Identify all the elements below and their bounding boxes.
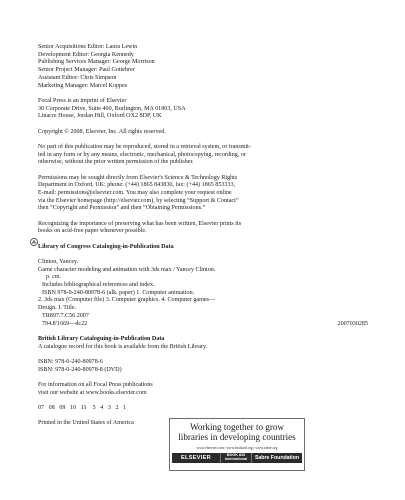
badge-line-2: libraries in developing countries: [178, 432, 296, 442]
credit-line: Senior Acquisitions Editor: Laura Lewin: [38, 44, 138, 50]
recycle-icon: [30, 238, 38, 246]
acid-free-line: Recognizing the importance of preserving what has been written, Elsevier prints its: [38, 220, 242, 227]
sabre-logo: Sabre Foundation: [254, 455, 300, 461]
cip-line: Clinton, Yancey.: [38, 258, 79, 265]
printed-in: Printed in the United States of America: [38, 420, 134, 427]
rights-line: ted in any form or by any means, electronic, mechanical, photocopying, recording, or: [38, 151, 246, 158]
credits-block: [38, 44, 378, 90]
cip-line: ISBN 978-0-240-80978-6 (alk. paper) 1. Computer animation.: [42, 289, 195, 296]
badge-line-1: Working together to grow: [190, 422, 284, 432]
bookaid-line-1: BOOK AID: [226, 453, 246, 458]
imprint-line: Linacre House, Jordan Hill, Oxford OX2 8DP, UK: [38, 113, 162, 120]
credit-line: Senior Project Manager: Paul Gottehrer: [38, 67, 135, 74]
isbn-block: [38, 359, 378, 374]
printing-line: 07 08 09 10 11 5 4 3 2 1: [38, 404, 127, 411]
permissions-line: E-mail: permissions@elsevier.com. You may also complete your request online: [38, 189, 232, 196]
acid-free-notice: [38, 221, 378, 236]
credit-line: Development Editor: Georgia Kennedy: [38, 51, 134, 58]
cip-line: Design. I. Title.: [38, 305, 77, 312]
elsevier-logo: ELSEVIER: [180, 455, 212, 461]
isbn-line: ISBN: 978-0-240-80978-8 (DVD): [38, 366, 122, 373]
info-block: [38, 382, 378, 397]
permissions-line: via the Elsevier homepage (http://elsevier.com), by selecting “Support & Contact”: [38, 197, 239, 204]
cip-line: TR897.7.C56 2007: [42, 312, 89, 319]
cip-line: 2. 3ds max (Computer file) 3. Computer graphics. 4. Computer games—: [38, 297, 216, 304]
copyright-notice: Copyright © 2008, Elsevier, Inc. All rights reserved.: [38, 128, 166, 135]
partnership-badge: [169, 418, 305, 471]
loc-cip-record: [38, 259, 378, 328]
bookaid-logo: [220, 453, 252, 463]
bl-text: A catalogue record for this book is available from the British Library.: [38, 343, 208, 350]
badge-urls: www.elsevier.com | www.bookaid.org | www.sabre.org: [196, 446, 278, 450]
cip-line: 794.8′1669—dc22: [42, 320, 88, 327]
permissions-line: then “Copyright and Permission” and then “Obtaining Permissions.”: [38, 205, 206, 212]
info-line: For information on all Focal Press publications: [38, 381, 153, 388]
loc-heading: Library of Congress Cataloging-in-Publication Data: [38, 243, 174, 250]
permissions-line: Department in Oxford, UK: phone: (+44) 1865 843830, fax: (+44) 1865 853333,: [38, 182, 236, 189]
imprint-line: 30 Corporate Drive, Suite 400, Burlington, MA 01803, USA: [38, 105, 186, 112]
imprint-line: Focal Press is an imprint of Elsevier: [38, 97, 127, 104]
rights-paragraph: [38, 144, 378, 167]
info-line: visit our website at www.books.elsevier.com: [38, 389, 147, 396]
cip-line: p. cm.: [46, 274, 62, 281]
credit-line: Marketing Manager: Marcel Koppes: [38, 82, 128, 89]
imprint-block: [38, 98, 378, 121]
acid-free-line: books on acid-free paper whenever possible.: [38, 228, 147, 235]
badge-logo-bar: [172, 453, 302, 463]
cip-line: Includes bibliographical references and index.: [42, 282, 155, 289]
isbn-line: ISBN: 978-0-240-80978-6: [38, 358, 103, 365]
rights-line: otherwise, without the prior written permission of the publisher.: [38, 159, 194, 166]
credit-line: Publishing Services Manager: George Morrison: [38, 59, 155, 66]
cip-line: Game character modeling and animation with 3ds max / Yancey Clinton.: [38, 266, 216, 273]
bl-heading: British Library Cataloguing-in-Publication Data: [38, 335, 165, 342]
permissions-paragraph: [38, 175, 378, 214]
credit-line: Assistant Editor: Chris Simpson: [38, 74, 117, 81]
rights-line: No part of this publication may be reproduced, stored in a retrieval system, or transmit-: [38, 143, 251, 150]
copyright-page: [38, 44, 378, 428]
lccn-number: 2007030285: [337, 320, 368, 327]
bookaid-line-2: International: [224, 457, 248, 461]
permissions-line: Permissions may be sought directly from Elsevier's Science & Technology Rights: [38, 174, 238, 181]
